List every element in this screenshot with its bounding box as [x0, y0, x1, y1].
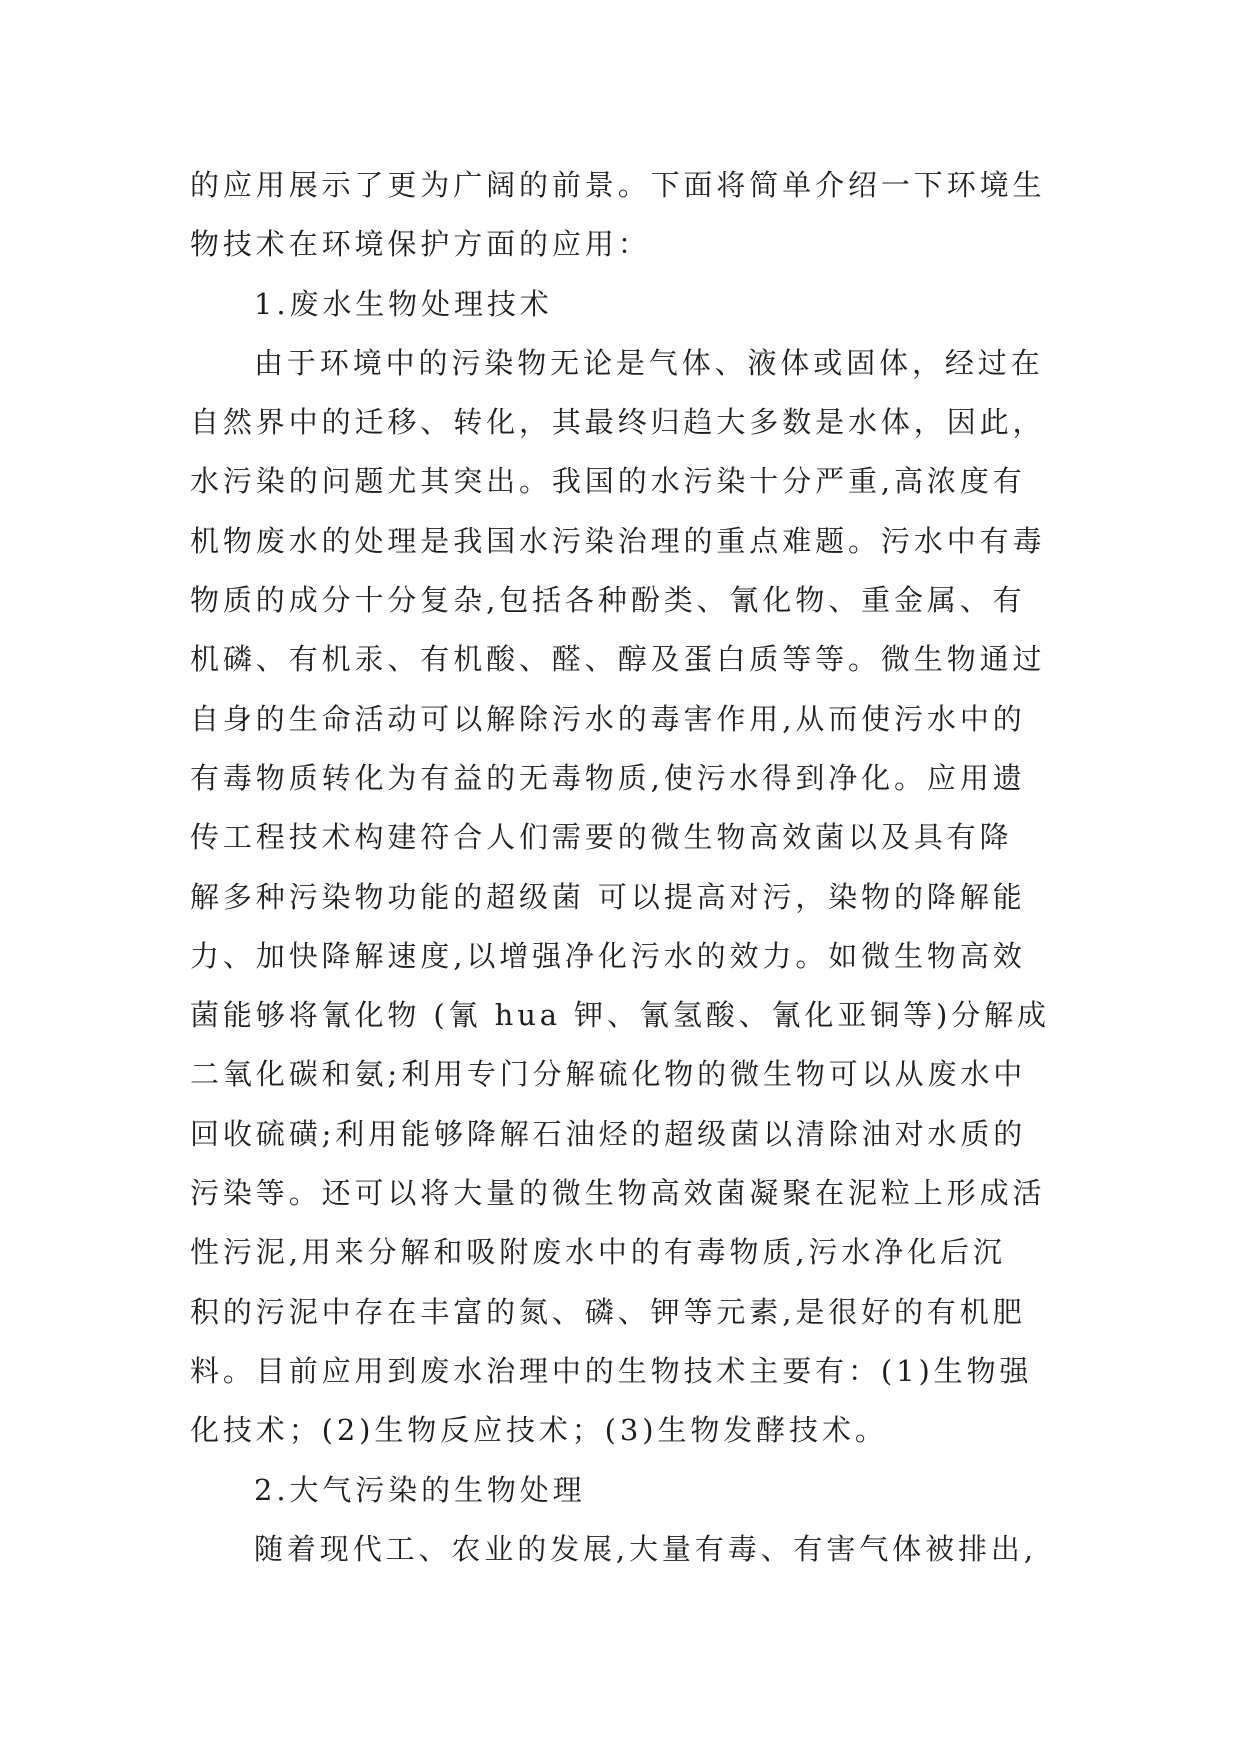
text-line: 的应用展示了更为广阔的前景。下面将简单介绍一下环境生 [190, 168, 1046, 202]
text-line: 化技术；(2)生物反应技术；(3)生物发酵技术。 [190, 1413, 888, 1448]
text-line: 有毒物质转化为有益的无毒物质,使污水得到净化。应用遗 [190, 760, 1026, 795]
text-line: 2.大气污染的生物处理 [254, 1472, 586, 1507]
text-line: 料。目前应用到废水治理中的生物技术主要有：(1)生物强 [190, 1353, 1033, 1388]
text-line: 菌能够将氰化物 (氰 hua 钾、氰氢酸、氰化亚铜等)分解成 [190, 998, 1050, 1033]
text-line: 1.废水生物处理技术 [254, 286, 553, 321]
text-line: 自身的生命活动可以解除污水的毒害作用,从而使污水中的 [190, 701, 1026, 736]
text-line: 物技术在环境保护方面的应用： [190, 227, 651, 262]
text-line: 物质的成分十分复杂,包括各种酚类、氰化物、重金属、有 [190, 583, 1026, 618]
text-line: 机磷、有机汞、有机酸、醛、醇及蛋白质等等。微生物通过 [190, 642, 1046, 677]
text-line: 积的污泥中存在丰富的氮、磷、钾等元素,是很好的有机肥 [190, 1294, 1026, 1329]
text-line: 随着现代工、农业的发展,大量有毒、有害气体被排出, [254, 1531, 1037, 1566]
text-line: 二氧化碳和氨;利用专门分解硫化物的微生物可以从废水中 [190, 1057, 1027, 1092]
text-line: 水污染的问题尤其突出。我国的水污染十分严重,高浓度有 [190, 464, 1026, 499]
text-line: 力、加快降解速度,以增强净化污水的效力。如微生物高效 [190, 938, 1026, 973]
document-body [190, 156, 1056, 1579]
text-line: 解多种污染物功能的超级菌 可以提高对污，染物的降解能 [190, 879, 1026, 914]
text-line: 性污泥,用来分解和吸附废水中的有毒物质,污水净化后沉 [190, 1235, 1006, 1270]
text-line: 机物废水的处理是我国水污染治理的重点难题。污水中有毒 [190, 523, 1046, 558]
text-line: 由于环境中的污染物无论是气体、液体或固体，经过在 [254, 345, 1044, 380]
text-line: 回收硫磺;利用能够降解石油烃的超级菌以清除油对水质的 [190, 1116, 1027, 1151]
text-line: 传工程技术构建符合人们需要的微生物高效菌以及具有降 [190, 820, 1013, 855]
text-line: 自然界中的迁移、转化，其最终归趋大多数是水体，因此， [190, 405, 1046, 440]
text-line: 污染等。还可以将大量的微生物高效菌凝聚在泥粒上形成活 [190, 1176, 1046, 1211]
